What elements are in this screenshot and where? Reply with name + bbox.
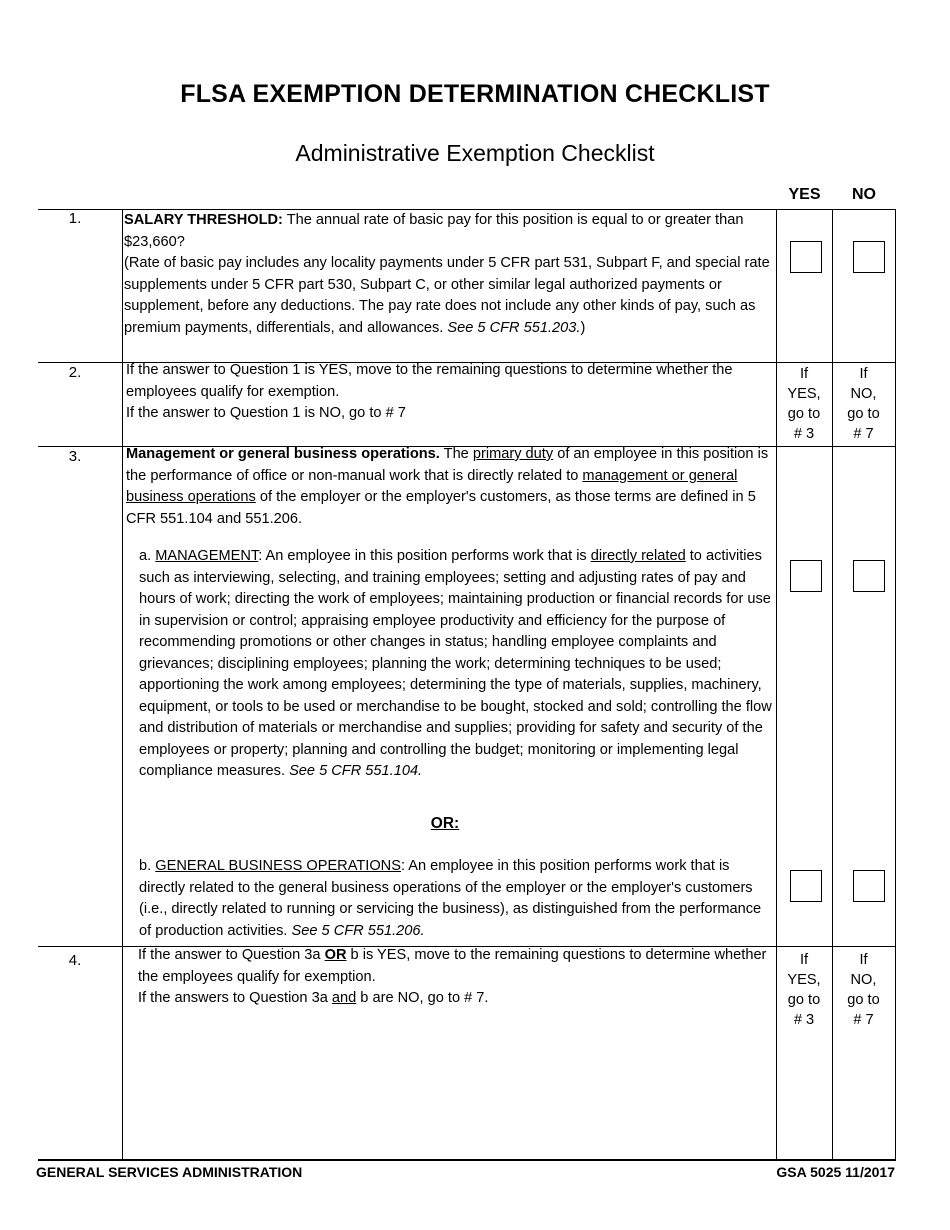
q4-no-instruction [832, 950, 895, 1030]
q3-business-operations: business operations [126, 489, 256, 505]
no-column-header: NO [852, 186, 876, 203]
q4-and: and [331, 990, 357, 1006]
q3-management: management or general [582, 467, 738, 484]
q3b-heading: GENERAL BUSINESS OPERATIONS [155, 858, 401, 874]
q3a-cite: See 5 CFR 551.104. [289, 763, 423, 779]
nav-line: # 7 [853, 426, 874, 442]
q3a-heading: MANAGEMENT [155, 548, 259, 564]
question-4-text [138, 945, 774, 1010]
q3b-no-checkbox[interactable] [853, 870, 885, 902]
q3-text: The [439, 446, 473, 462]
q3a-text: : An employee in this position performs work that is [258, 548, 591, 564]
q2-no-instruction [832, 364, 895, 444]
page-title: FLSA EXEMPTION DETERMINATION CHECKLIST [180, 80, 770, 108]
q3b-cite: See 5 CFR 551.206. [291, 922, 425, 939]
question-number-2: 2. [68, 364, 82, 381]
table-right-border [895, 209, 896, 1161]
q4-or: OR [324, 947, 347, 963]
nav-line: YES, [787, 386, 821, 402]
q3a-label: a. [139, 548, 156, 564]
q3-text: of the employer or the employer's customers, as those terms are defined in 5 CFR 551.104 and 551.206. [126, 489, 756, 527]
question-3a-text [139, 546, 773, 783]
nav-line: go to [847, 406, 880, 422]
nav-line: NO, [850, 972, 877, 988]
q1-text-b: (Rate of basic pay includes any locality payments under 5 CFR part 531, Subpart F, and special rate supplements under 5 CFR part 530, Subpart C, or other similar legal authorized payments or supplement, before any deductions. The pay rate does not include any other kinds of pay, such as premium payments, differentials, and allowances. [124, 255, 770, 336]
q3-heading: Management or general business operations. [126, 446, 440, 462]
footer-agency: GENERAL SERVICES ADMINISTRATION [36, 1164, 303, 1180]
nav-line: # 3 [793, 426, 815, 442]
footer-rule [38, 1159, 895, 1161]
q3b-text: : An employee in this position performs work that is directly related to the general business operations of the employer or the employer's customers (i.e., directly related to running or servicing the business), as distinguished from the performance of production activities. [139, 858, 762, 939]
q2-line1: If the answer to Question 1 is YES, move to the remaining questions to determine whether the employees qualify for exemption. [126, 362, 733, 400]
nav-line: go to [787, 406, 821, 422]
column-divider-number [122, 209, 123, 1161]
question-2-text [126, 360, 774, 425]
nav-line: NO, [850, 386, 877, 402]
question-number-3: 3. [68, 448, 82, 465]
nav-line: # 3 [793, 1012, 815, 1028]
q1-yes-checkbox[interactable] [790, 241, 822, 273]
q4-yes-instruction [776, 950, 832, 1030]
page-subtitle: Administrative Exemption Checklist [295, 140, 655, 166]
nav-line: If [859, 366, 868, 382]
q3b-yes-checkbox[interactable] [790, 870, 822, 902]
q1-cite: See 5 CFR 551.203. [447, 319, 581, 336]
yes-column-header: YES [788, 186, 821, 203]
q4-text: If the answers to Question 3a [138, 990, 332, 1006]
q3a-yes-checkbox[interactable] [790, 560, 822, 592]
question-number-1: 1. [68, 210, 82, 227]
q1-text-a: The annual rate of basic pay for this position is equal to or greater than $23,660? [124, 212, 744, 250]
nav-line: YES, [787, 972, 821, 988]
nav-line: If [799, 952, 809, 968]
footer-form-number: GSA 5025 11/2017 [776, 1164, 895, 1180]
q2-line2: If the answer to Question 1 is NO, go to # 7 [126, 405, 406, 421]
nav-line: go to [847, 992, 880, 1008]
or-separator: OR: [430, 815, 460, 832]
q4-text: b are NO, go to # 7. [356, 990, 489, 1006]
question-3-text [126, 444, 774, 530]
question-1-text [124, 210, 772, 339]
q1-heading: SALARY THRESHOLD: [124, 212, 283, 228]
q3-text: of an employee in this position is the performance of office or non-manual work that is directly related to [126, 446, 769, 484]
q3a-text: to activities such as interviewing, selecting, and training employees; setting and adjusting rates of pay and hours of work; directing the work of employees; maintaining production or financial records for use in supervision or control; appraising employee productivity and efficiency for the purpose of recommending promotions or other changes in status; handling employee complaints and grievances; disciplining employees; planning the work; determining techniques to be used; apportioning the work among employees; determining the type of materials, supplies, machinery, equipment, or tools to be used or merchandise to be bought, stocked and sold; controlling the flow and distribution of materials or merchandise and supplies; providing for safety and security of the employees or property; planning and controlling the budget; monitoring or implementing legal compliance measures. [139, 548, 772, 779]
q3-primary-duty: primary duty [472, 446, 554, 462]
nav-line: # 7 [853, 1012, 874, 1028]
nav-line: If [799, 366, 809, 382]
q3b-label: b. [139, 858, 156, 874]
question-3b-text [139, 856, 773, 942]
nav-line: If [859, 952, 868, 968]
q4-text: If the answer to Question 3a [138, 947, 325, 963]
q1-no-checkbox[interactable] [853, 241, 885, 273]
q3a-no-checkbox[interactable] [853, 560, 885, 592]
q1-close: ) [580, 319, 586, 336]
q4-text: b is YES, move to the remaining questions to determine whether the employees qualify for exemption. [138, 947, 767, 985]
question-number-4: 4. [68, 952, 82, 969]
q3a-directly-related: directly related [590, 548, 686, 564]
q2-yes-instruction [776, 364, 832, 444]
nav-line: go to [787, 992, 821, 1008]
